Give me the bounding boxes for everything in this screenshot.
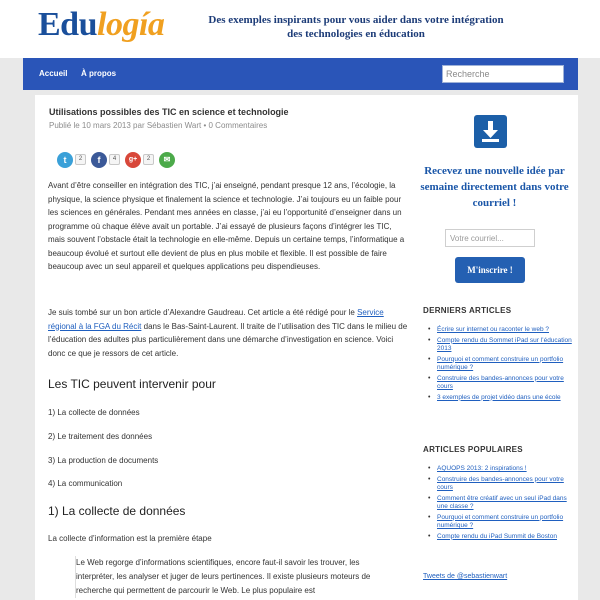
main-content [35,95,411,600]
list-item [428,326,574,335]
tweets-link[interactable]: Tweets de @sebastienwart [423,573,508,580]
site-tagline [206,13,506,41]
google-plus-count: 2 [143,154,154,165]
post-author-link[interactable]: Sébastien Wart [146,121,202,130]
recent-article-link[interactable]: Construire des bandes-annonces pour votre cours [437,374,564,390]
recent-articles-title: DERNIERS ARTICLES [423,306,512,315]
list-item [428,356,574,373]
paragraph-intro: Avant d’être conseiller en intégration des TIC, j’ai enseigné, pendant presque 12 ans, l’écologie, la physique, la science physique et finalement la science et technologie. J’ai toujours eu un faible pour les sciences en générales. Pendant mes années en classe, j’ai eu l’opportunité d’enseigner dans un programme où chaque élève avait un portable. J’ai essayé de plusieurs façons d’intégrer les TIC, mais souvent l’obstacle était la technologie en elle-même. Depuis un certaine temps, l’informatique a beaucoup évolué et surtout elle devient de plus en plus mobile et flexible. Il est possible de faire beaucoup avec un seul appareil et quelques applications peu dispendieuses. [48,181,405,271]
recent-article-link[interactable]: Compte rendu du Sommet iPad sur l’éducation 2013 [437,336,572,352]
logo-text-edu: Edu [38,6,97,43]
download-icon [474,115,507,148]
sidebar [411,95,578,600]
logo-text-logia: logía [97,6,165,43]
nav-item-home[interactable]: Accueil [39,69,68,78]
list-item [428,375,574,392]
tagline-line-2: des technologies en éducation [287,28,425,40]
meta-separator: • [201,121,209,130]
paragraph-collecte: La collecte d’information est la première étape [48,534,212,543]
list-item [428,476,574,493]
recent-article-link[interactable]: Écrire sur internet ou raconter le web ? [437,326,549,333]
post-meta [49,121,267,130]
tagline-line-1: Des exemples inspirants pour vous aider dans votre intégration [208,14,504,26]
twitter-icon[interactable]: t [57,152,73,168]
recent-articles-list [428,326,574,404]
heading-tic: Les TIC peuvent intervenir pour [48,377,216,391]
site-header [0,0,600,58]
subscribe-box [411,95,578,295]
subscribe-button[interactable]: M'inscrire ! [455,257,525,283]
popular-article-link[interactable]: Construire des bandes-annonces pour votre cours [437,475,564,491]
post-title[interactable]: Utilisations possibles des TIC en science et technologie [49,107,289,117]
subscribe-text: Recevez une nouvelle idée par semaine directement dans votre courriel ! [420,165,569,209]
list-item: 3) La production de documents [48,456,159,465]
list-item: 4) La communication [48,479,123,488]
list-item [428,394,574,403]
popular-articles-list [428,465,574,543]
main-nav [23,58,578,90]
search-input[interactable] [442,65,564,83]
site-logo[interactable] [38,6,164,44]
facebook-icon[interactable]: f [91,152,107,168]
recent-article-link[interactable]: 3 exemples de projet vidéo dans une école [437,393,561,401]
google-plus-icon[interactable]: g+ [125,152,141,168]
recit-service-link[interactable]: Service régional à la FGA du Récit [48,308,384,331]
twitter-count: 2 [75,154,86,165]
paragraph-source-text-b: dans le Bas-Saint-Laurent. Il traite de l’utilisation des TIC dans le milieu de l’éducation des adultes plus particulièrement dans une démarche d’investigation en science. Voici donc ce que je ressors de cet article. [48,321,408,358]
list-item: 1) La collecte de données [48,408,140,417]
facebook-count: 4 [109,154,120,165]
post-comments-link[interactable]: 0 Commentaires [208,121,268,130]
popular-articles-title: ARTICLES POPULAIRES [423,445,523,454]
heading-collecte: 1) La collecte de données [48,504,186,518]
popular-article-link[interactable]: Comment être créatif avec un seul iPad dans une classe ? [437,494,567,510]
popular-article-link[interactable]: AQUOPS 2013: 2 inspirations ! [437,465,527,472]
paragraph-source [48,306,410,360]
recent-article-link[interactable]: Pourquoi et comment construire un portfolio numérique ? [437,355,564,371]
email-field[interactable] [445,229,535,247]
list-item: 2) Le traitement des données [48,432,153,441]
post-date: Publié le 10 mars 2013 par [49,121,147,130]
list-item [428,495,574,512]
popular-article-link[interactable]: Pourquoi et comment construire un portfolio numérique ? [437,513,564,529]
nav-item-about[interactable]: À propos [81,69,117,78]
popular-article-link[interactable]: Compte rendu du iPad Summit de Boston [437,532,557,540]
list-item [428,337,574,354]
list-item [428,533,574,542]
paragraph-source-text-a: Je suis tombé sur un bon article d’Alexandre Gaudreau. Cet article a été rédigé pour le [48,308,358,317]
blockquote: Le Web regorge d’informations scientifiques, encore faut-il savoir les trouver, les interpréter, les analyser et juger de leurs pertinences. Il existe plusieurs moteurs de recherche qui permettent de parcourir le Web. Le plus populaire est [75,556,399,598]
list-item [428,465,574,474]
email-icon[interactable]: ✉ [159,152,175,168]
list-item [428,514,574,531]
